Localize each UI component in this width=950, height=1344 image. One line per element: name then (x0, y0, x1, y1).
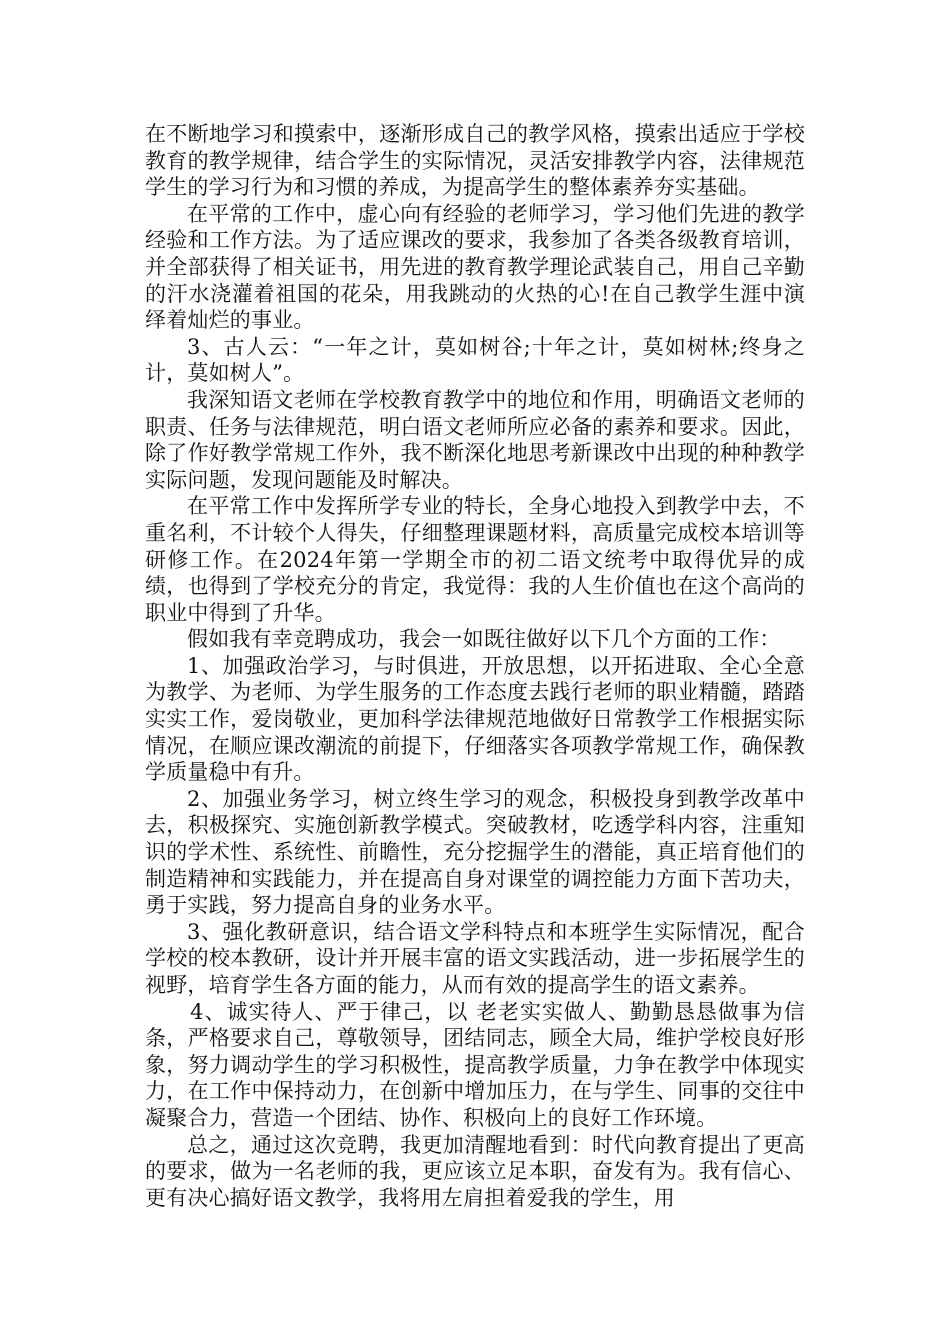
paragraph-11: 总之，通过这次竞聘，我更加清醒地看到：时代向教育提出了更高的要求，做为一名老师的我，更应该立足本职，奋发有为。我有信心、更有决心搞好语文教学，我将用左肩担着爱我的学生，用 (145, 1132, 805, 1210)
paragraph-3: 3、古人云：“一年之计，莫如树谷;十年之计，莫如树林;终身之计，莫如树人”。 (145, 334, 805, 386)
paragraph-6: 假如我有幸竞聘成功，我会一如既往做好以下几个方面的工作： (187, 627, 781, 652)
paragraph-10: 4、诚实待人、严于律己，以 老老实实做人、勤勤恳恳做事为信条，严格要求自己，尊敬领导，团结同志，顾全大局，维护学校良好形象，努力调动学生的学习积极性，提高教学质量，力争在教学中体现实力，在工作中保持动力，在创新中增加压力，在与学生、同事的交往中凝聚合力，营造一个团结、协作、积极向上的良好工作环境。 (145, 999, 805, 1130)
paragraph-7: 1、加强政治学习，与时俱进，开放思想，以开拓进取、全心全意为教学、为老师、为学生服务的工作态度去践行老师的职业精髓，踏踏实实工作，爱岗敬业，更加科学法律规范地做好日常教学工作根据实际情况，在顺应课改潮流的前提下，仔细落实各项教学常规工作，确保教学质量稳中有升。 (145, 653, 805, 785)
paragraph-2: 在平常的工作中，虚心向有经验的老师学习，学习他们先进的教学经验和工作方法。为了适应课改的要求，我参加了各类各级教育培训，并全部获得了相关证书，用先进的教育教学理论武装自己，用自己辛勤的汗水浇灌着祖国的花朵，用我跳动的火热的心!在自己教学生涯中演绎着灿烂的事业。 (145, 201, 805, 333)
paragraph-4: 我深知语文老师在学校教育教学中的地位和作用，明确语文老师的职责、任务与法律规范，明白语文老师所应必备的素养和要求。因此，除了作好教学常规工作外，我不断深化地思考新课改中出现的种种教学实际问题，发现问题能及时解决。 (145, 387, 805, 492)
paragraph-1: 在不断地学习和摸索中，逐渐形成自己的教学风格，摸索出适应于学校教育的教学规律，结合学生的实际情况，灵活安排教学内容，法律规范学生的学习行为和习惯的养成，为提高学生的整体素养夯实基础。 (145, 122, 805, 200)
paragraph-8: 2、加强业务学习，树立终生学习的观念，积极投身到教学改革中去，积极探究、实施创新教学模式。突破教材，吃透学科内容，注重知识的学术性、系统性、前瞻性，充分挖掘学生的潜能，真正培育他们的制造精神和实践能力，并在提高自身对课堂的调控能力方面下苦功夫，勇于实践，努力提高自身的业务水平。 (145, 786, 805, 918)
paragraph-9: 3、强化教研意识，结合语文学科特点和本班学生实际情况，配合学校的校本教研，设计并开展丰富的语文实践活动，进一步拓展学生的视野，培育学生各方面的能力，从而有效的提高学生的语文素养。 (145, 919, 805, 997)
document-body (145, 121, 805, 1211)
paragraph-5: 在平常工作中发挥所学专业的特长，全身心地投入到教学中去，不重名利，不计较个人得失，仔细整理课题材料，高质量完成校本培训等研修工作。在2024年第一学期全市的初二语文统考中取得优异的成绩，也得到了学校充分的肯定，我觉得：我的人生价值也在这个高尚的职业中得到了升华。 (145, 494, 805, 625)
